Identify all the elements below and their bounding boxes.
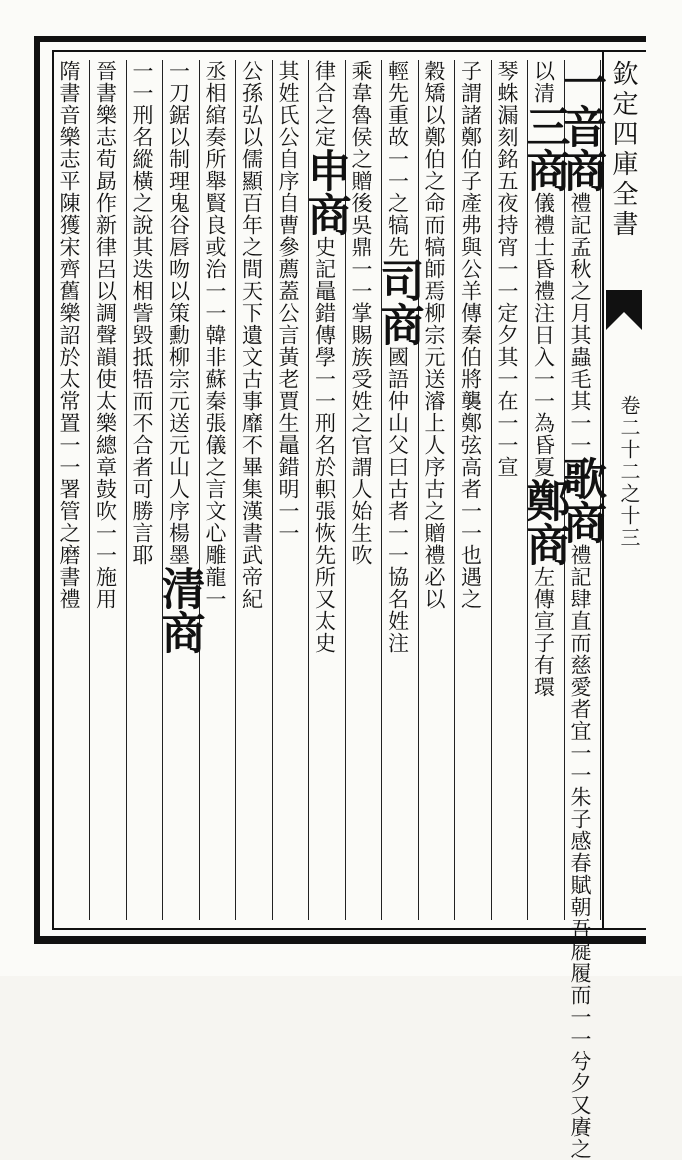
headword: 鄭商 (518, 478, 570, 566)
text-column (272, 60, 310, 920)
text-column (299, 60, 351, 920)
annotation-text: 公自序自曹參薦蓋公言黃老賈生鼂錯明一一 (276, 126, 300, 544)
fish-tail-icon (606, 290, 642, 330)
volume-label: 卷二十二之十三 (617, 395, 641, 549)
annotation-text: 史記鼂錯傳學一一刑名於軹張恢先所又太史 (312, 236, 337, 654)
annotation-text: 禮記孟秋之月其蟲毛其一一 (568, 192, 592, 456)
text-column (126, 60, 164, 920)
annotation-text: 以清 (531, 60, 556, 104)
book-title: 欽定四庫全書 (608, 60, 638, 240)
annotation-text: 乘韋魯侯之贈後吳鼎 (349, 60, 373, 258)
headword: 一音商 (555, 60, 606, 192)
headword: 司商 (372, 258, 424, 346)
annotation-text: 子謂諸鄭伯子產弗與公羊傳秦伯將襲鄭弦高者一一也遇之 (458, 60, 483, 610)
annotation-text: 禮記肆直而慈愛者宜一一朱子感春賦朝吾屣履而一一兮夕又賡之 (568, 544, 592, 1160)
annotation-text: 律合之定 (312, 60, 337, 148)
text-column (372, 60, 424, 920)
annotation-text: 隋書音樂志平陳獲宋齊舊樂詔於太常置一一署管之磨書禮 (57, 60, 81, 610)
annotation-text: 左傳宣子有環 (531, 566, 556, 698)
annotation-text: 丞相綰奏所舉賢良或治一一韓非蘇秦張儀之言文心雕龍一 (203, 60, 227, 610)
annotation-text: 其一在一一宣 (495, 346, 519, 478)
annotation-text: 一一掌賜族受姓之官謂人始生吹 (349, 258, 373, 566)
annotation-text: 一刀鋸以制理鬼谷唇吻以策勳柳宗元送元山人序楊墨 (166, 60, 191, 566)
annotation-text: 晉書樂志荀勗作新律呂以調聲韻使太樂總章鼓吹一一施用 (93, 60, 118, 610)
headword: 清商 (153, 566, 205, 654)
text-column (454, 60, 492, 920)
text-column (518, 60, 570, 920)
headword: 歌商 (555, 456, 606, 544)
text-column (153, 60, 205, 920)
annotation-text: 公孫弘以儒顯百年之間天下遺文古事靡不畢集漢書武帝紀 (239, 60, 264, 610)
annotation-text: 穀矯以鄭伯之命而犒師焉柳宗元送濬上人序古之贈禮必以 (422, 60, 446, 610)
text-column (418, 60, 456, 920)
annotation-text: 儀禮士昏禮注日入一一為昏夏 (531, 192, 556, 478)
annotation-text: 一一刑名縱橫之說其迭相訾毀抵牾而不合者可勝言耶 (130, 60, 154, 566)
text-column (89, 60, 127, 920)
headword: 申商 (299, 148, 351, 236)
annotation-text: 蛛漏刻銘五夜持宵一一定夕 (495, 82, 519, 346)
text-column (235, 60, 273, 920)
annotation-text: 其姓氏 (276, 60, 300, 126)
annotation-text: 琴 (495, 60, 519, 82)
annotation-text: 國語仲山父曰古者一一協名姓注 (385, 346, 410, 654)
text-column (199, 60, 237, 920)
annotation-text: 輕先重故一一之犒先 (385, 60, 410, 258)
text-column (53, 60, 91, 920)
headword: 三商 (518, 104, 570, 192)
text-column (491, 60, 529, 920)
